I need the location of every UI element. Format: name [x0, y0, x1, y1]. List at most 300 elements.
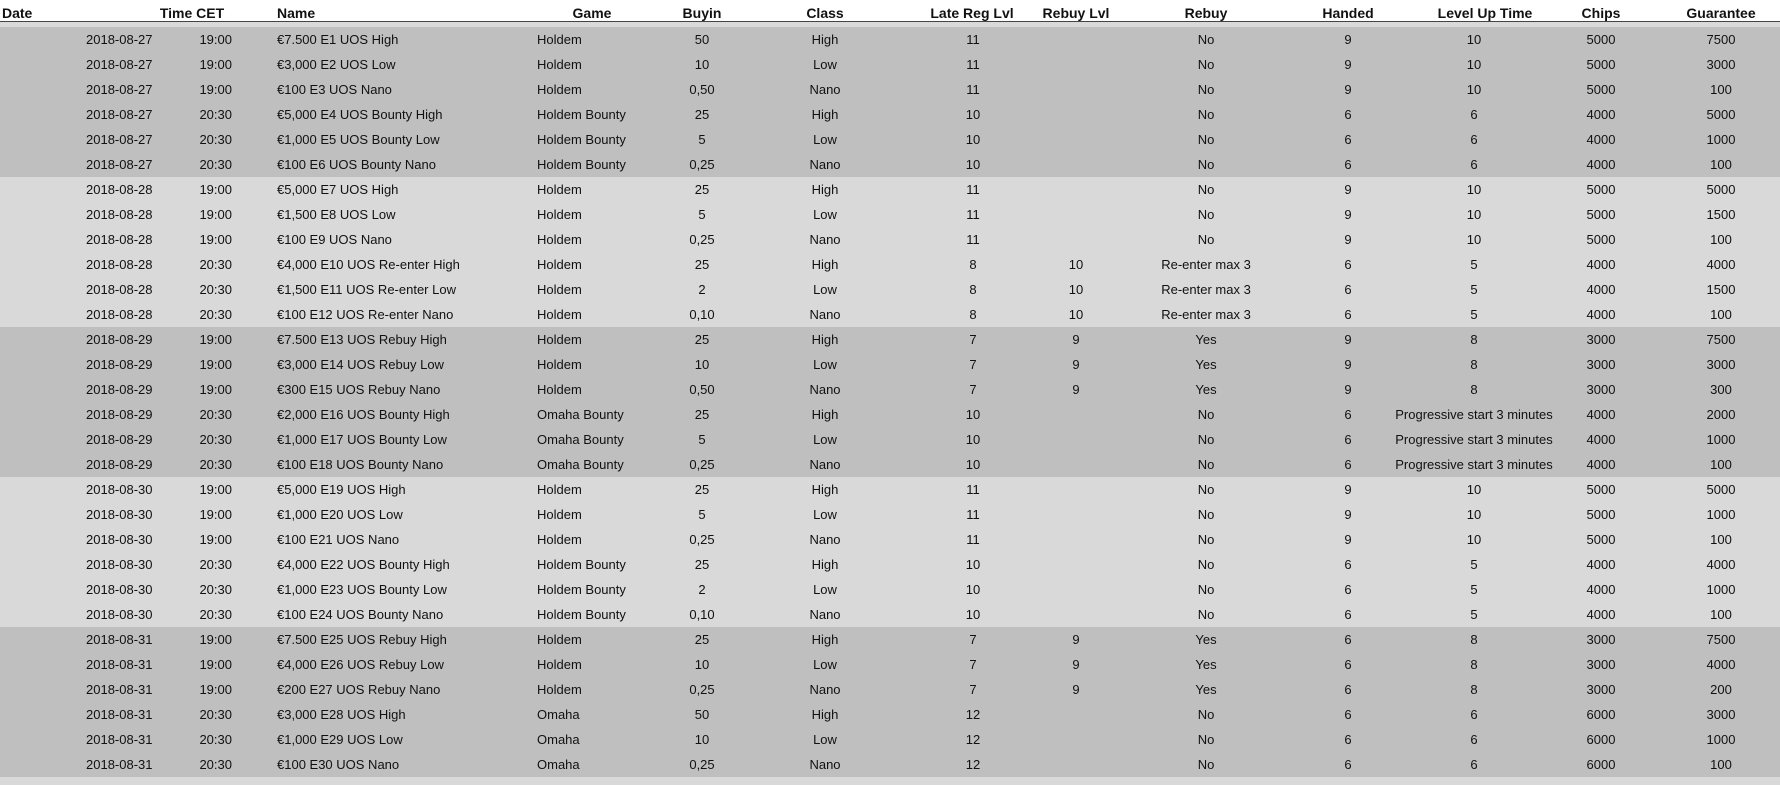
cell-late-reg[interactable]: 8 [969, 282, 977, 297]
cell-level-up-time[interactable]: 6 [1470, 157, 1478, 172]
cell-handed[interactable]: 6 [1344, 757, 1352, 772]
cell-chips[interactable]: 4000 [1586, 107, 1616, 122]
cell-name[interactable]: €4,000 E10 UOS Re-enter High [277, 257, 460, 272]
cell-date[interactable]: 2018-08-29 [86, 432, 153, 447]
cell-name[interactable]: €7.500 E1 UOS High [277, 32, 399, 47]
cell-handed[interactable]: 6 [1344, 407, 1352, 422]
cell-chips[interactable]: 4000 [1586, 157, 1616, 172]
cell-chips[interactable]: 4000 [1586, 582, 1616, 597]
cell-late-reg[interactable]: 11 [966, 232, 980, 247]
cell-name[interactable]: €100 E6 UOS Bounty Nano [277, 157, 436, 172]
cell-rebuy[interactable]: No [1197, 707, 1215, 722]
cell-buyin[interactable]: 5 [698, 432, 706, 447]
cell-chips[interactable]: 5000 [1586, 182, 1616, 197]
cell-buyin[interactable]: 25 [694, 632, 710, 647]
cell-name[interactable]: €3,000 E2 UOS Low [277, 57, 396, 72]
cell-class[interactable]: High [811, 707, 839, 722]
cell-guarantee[interactable]: 3000 [1706, 57, 1736, 72]
cell-guarantee[interactable]: 100 [1710, 457, 1732, 472]
cell-chips[interactable]: 3000 [1586, 682, 1616, 697]
cell-rebuy[interactable]: Re-enter max 3 [1161, 282, 1251, 297]
cell-time[interactable]: 19:00 [199, 482, 232, 497]
cell-level-up-time[interactable]: 5 [1470, 282, 1478, 297]
cell-level-up-time[interactable]: 10 [1466, 57, 1482, 72]
cell-game[interactable]: Holdem [537, 632, 582, 647]
cell-level-up-time[interactable]: 5 [1470, 557, 1478, 572]
cell-late-reg[interactable]: 11 [966, 507, 980, 522]
cell-rebuy[interactable]: No [1197, 532, 1215, 547]
cell-guarantee[interactable]: 100 [1710, 532, 1732, 547]
cell-name[interactable]: €200 E27 UOS Rebuy Nano [277, 682, 441, 697]
cell-date[interactable]: 2018-08-27 [86, 32, 153, 47]
cell-date[interactable]: 2018-08-30 [86, 482, 153, 497]
cell-guarantee[interactable]: 100 [1710, 157, 1732, 172]
cell-time[interactable]: 20:30 [199, 157, 232, 172]
cell-buyin[interactable]: 2 [698, 582, 706, 597]
cell-rebuy-lvl[interactable]: 9 [1072, 357, 1080, 372]
cell-handed[interactable]: 6 [1344, 282, 1352, 297]
cell-late-reg[interactable]: 11 [966, 207, 980, 222]
cell-late-reg[interactable]: 7 [969, 357, 977, 372]
cell-game[interactable]: Holdem [537, 657, 582, 672]
cell-handed[interactable]: 9 [1344, 207, 1352, 222]
cell-handed[interactable]: 9 [1344, 332, 1352, 347]
cell-class[interactable]: High [811, 32, 839, 47]
cell-name[interactable]: €1,000 E20 UOS Low [277, 507, 403, 522]
cell-time[interactable]: 20:30 [199, 557, 232, 572]
cell-guarantee[interactable]: 4000 [1706, 557, 1736, 572]
cell-class[interactable]: High [811, 107, 839, 122]
cell-time[interactable]: 20:30 [199, 757, 232, 772]
cell-handed[interactable]: 9 [1344, 532, 1352, 547]
cell-game[interactable]: Holdem [537, 207, 582, 222]
cell-class[interactable]: Nano [809, 457, 841, 472]
cell-buyin[interactable]: 0,25 [689, 682, 715, 697]
cell-handed[interactable]: 6 [1344, 132, 1352, 147]
cell-late-reg[interactable]: 11 [966, 57, 980, 72]
cell-chips[interactable]: 5000 [1586, 482, 1616, 497]
cell-rebuy[interactable]: Re-enter max 3 [1161, 257, 1251, 272]
cell-time[interactable]: 20:30 [199, 282, 232, 297]
cell-time[interactable]: 20:30 [199, 107, 232, 122]
cell-late-reg[interactable]: 10 [965, 107, 981, 122]
cell-buyin[interactable]: 50 [694, 32, 710, 47]
cell-level-up-time[interactable]: Progressive start 3 minutes [1395, 432, 1553, 447]
cell-date[interactable]: 2018-08-31 [86, 707, 153, 722]
cell-guarantee[interactable]: 3000 [1706, 357, 1736, 372]
cell-handed[interactable]: 9 [1344, 82, 1352, 97]
cell-name[interactable]: €100 E30 UOS Nano [277, 757, 400, 772]
cell-time[interactable]: 20:30 [199, 257, 232, 272]
cell-class[interactable]: High [811, 407, 839, 422]
cell-game[interactable]: Omaha Bounty [537, 457, 624, 472]
cell-late-reg[interactable]: 10 [965, 432, 981, 447]
cell-guarantee[interactable]: 100 [1710, 757, 1732, 772]
cell-guarantee[interactable]: 4000 [1706, 657, 1736, 672]
cell-time[interactable]: 20:30 [199, 732, 232, 747]
cell-game[interactable]: Omaha [537, 707, 580, 722]
cell-handed[interactable]: 6 [1344, 607, 1352, 622]
cell-level-up-time[interactable]: 10 [1466, 232, 1482, 247]
cell-late-reg[interactable]: 12 [965, 732, 981, 747]
cell-buyin[interactable]: 2 [698, 282, 706, 297]
cell-class[interactable]: Nano [809, 757, 841, 772]
cell-time[interactable]: 20:30 [199, 707, 232, 722]
cell-rebuy[interactable]: No [1197, 57, 1215, 72]
cell-name[interactable]: €7.500 E25 UOS Rebuy High [277, 632, 447, 647]
cell-date[interactable]: 2018-08-28 [86, 282, 153, 297]
cell-rebuy-lvl[interactable]: 9 [1072, 682, 1080, 697]
cell-buyin[interactable]: 25 [694, 182, 710, 197]
cell-level-up-time[interactable]: 10 [1466, 482, 1482, 497]
cell-game[interactable]: Holdem [537, 257, 582, 272]
cell-chips[interactable]: 3000 [1586, 332, 1616, 347]
cell-buyin[interactable]: 5 [698, 207, 706, 222]
cell-rebuy[interactable]: Re-enter max 3 [1161, 307, 1251, 322]
cell-game[interactable]: Holdem [537, 282, 582, 297]
cell-guarantee[interactable]: 5000 [1706, 182, 1736, 197]
cell-chips[interactable]: 6000 [1586, 732, 1616, 747]
cell-chips[interactable]: 6000 [1586, 757, 1616, 772]
cell-name[interactable]: €7.500 E13 UOS Rebuy High [277, 332, 447, 347]
cell-level-up-time[interactable]: 8 [1470, 332, 1478, 347]
cell-time[interactable]: 20:30 [199, 582, 232, 597]
cell-rebuy-lvl[interactable]: 9 [1072, 657, 1080, 672]
cell-class[interactable]: Low [813, 657, 837, 672]
cell-buyin[interactable]: 0,10 [689, 307, 715, 322]
cell-time[interactable]: 20:30 [199, 607, 232, 622]
cell-chips[interactable]: 4000 [1586, 457, 1616, 472]
cell-handed[interactable]: 6 [1344, 107, 1352, 122]
cell-handed[interactable]: 6 [1344, 732, 1352, 747]
cell-level-up-time[interactable]: 8 [1470, 382, 1478, 397]
cell-class[interactable]: Low [813, 207, 837, 222]
cell-date[interactable]: 2018-08-31 [86, 732, 153, 747]
header-buyin[interactable]: Buyin [682, 5, 722, 21]
cell-late-reg[interactable]: 10 [965, 407, 981, 422]
cell-handed[interactable]: 6 [1344, 557, 1352, 572]
cell-name[interactable]: €5,000 E7 UOS High [277, 182, 399, 197]
cell-game[interactable]: Holdem [537, 332, 582, 347]
cell-name[interactable]: €300 E15 UOS Rebuy Nano [277, 382, 441, 397]
cell-game[interactable]: Holdem Bounty [537, 607, 626, 622]
cell-game[interactable]: Holdem [537, 532, 582, 547]
cell-class[interactable]: High [811, 182, 839, 197]
cell-name[interactable]: €3,000 E28 UOS High [277, 707, 406, 722]
cell-chips[interactable]: 5000 [1586, 532, 1616, 547]
cell-late-reg[interactable]: 11 [966, 182, 980, 197]
header-late-reg[interactable]: Late Reg Lvl [930, 5, 1014, 21]
cell-date[interactable]: 2018-08-31 [86, 682, 153, 697]
cell-time[interactable]: 20:30 [199, 307, 232, 322]
cell-date[interactable]: 2018-08-30 [86, 507, 153, 522]
header-level-up-time[interactable]: Level Up Time [1437, 5, 1533, 21]
cell-rebuy-lvl[interactable]: 10 [1068, 282, 1084, 297]
cell-game[interactable]: Holdem [537, 232, 582, 247]
cell-level-up-time[interactable]: 5 [1470, 257, 1478, 272]
header-handed[interactable]: Handed [1322, 5, 1374, 21]
cell-class[interactable]: Nano [809, 157, 841, 172]
cell-handed[interactable]: 6 [1344, 682, 1352, 697]
cell-date[interactable]: 2018-08-28 [86, 257, 153, 272]
cell-guarantee[interactable]: 1000 [1706, 132, 1736, 147]
cell-handed[interactable]: 6 [1344, 582, 1352, 597]
cell-game[interactable]: Holdem [537, 32, 582, 47]
cell-buyin[interactable]: 0,25 [689, 457, 715, 472]
cell-name[interactable]: €4,000 E26 UOS Rebuy Low [277, 657, 444, 672]
cell-class[interactable]: Nano [809, 307, 841, 322]
cell-name[interactable]: €1,000 E29 UOS Low [277, 732, 403, 747]
cell-buyin[interactable]: 0,10 [689, 607, 715, 622]
cell-level-up-time[interactable]: 6 [1470, 732, 1478, 747]
cell-guarantee[interactable]: 300 [1710, 382, 1732, 397]
cell-buyin[interactable]: 10 [694, 732, 710, 747]
cell-chips[interactable]: 5000 [1586, 57, 1616, 72]
cell-date[interactable]: 2018-08-30 [86, 532, 153, 547]
cell-game[interactable]: Holdem [537, 482, 582, 497]
cell-chips[interactable]: 4000 [1586, 282, 1616, 297]
cell-guarantee[interactable]: 2000 [1706, 407, 1736, 422]
cell-time[interactable]: 19:00 [199, 682, 232, 697]
cell-level-up-time[interactable]: Progressive start 3 minutes [1395, 457, 1553, 472]
cell-class[interactable]: Low [813, 132, 837, 147]
cell-late-reg[interactable]: 10 [965, 557, 981, 572]
cell-buyin[interactable]: 25 [694, 107, 710, 122]
cell-game[interactable]: Holdem Bounty [537, 557, 626, 572]
cell-guarantee[interactable]: 7500 [1706, 32, 1736, 47]
cell-rebuy[interactable]: No [1197, 82, 1215, 97]
cell-chips[interactable]: 5000 [1586, 507, 1616, 522]
cell-time[interactable]: 20:30 [199, 132, 232, 147]
cell-name[interactable]: €1,500 E8 UOS Low [277, 207, 396, 222]
cell-late-reg[interactable]: 11 [966, 532, 980, 547]
cell-class[interactable]: High [811, 482, 839, 497]
cell-name[interactable]: €5,000 E19 UOS High [277, 482, 406, 497]
cell-chips[interactable]: 5000 [1586, 232, 1616, 247]
cell-guarantee[interactable]: 3000 [1706, 707, 1736, 722]
cell-level-up-time[interactable]: 10 [1466, 32, 1482, 47]
cell-guarantee[interactable]: 1000 [1706, 582, 1736, 597]
cell-date[interactable]: 2018-08-31 [86, 657, 153, 672]
cell-guarantee[interactable]: 5000 [1706, 107, 1736, 122]
cell-game[interactable]: Holdem Bounty [537, 157, 626, 172]
cell-game[interactable]: Holdem [537, 182, 582, 197]
cell-class[interactable]: Nano [809, 607, 841, 622]
cell-rebuy[interactable]: No [1197, 732, 1215, 747]
cell-date[interactable]: 2018-08-29 [86, 357, 153, 372]
cell-buyin[interactable]: 0,25 [689, 757, 715, 772]
cell-buyin[interactable]: 50 [694, 707, 710, 722]
cell-class[interactable]: Nano [809, 232, 841, 247]
cell-time[interactable]: 20:30 [199, 457, 232, 472]
cell-level-up-time[interactable]: 8 [1470, 657, 1478, 672]
cell-name[interactable]: €1,000 E23 UOS Bounty Low [277, 582, 447, 597]
cell-rebuy[interactable]: Yes [1195, 332, 1217, 347]
cell-late-reg[interactable]: 11 [966, 482, 980, 497]
cell-buyin[interactable]: 10 [694, 357, 710, 372]
cell-handed[interactable]: 9 [1344, 507, 1352, 522]
cell-time[interactable]: 19:00 [199, 332, 232, 347]
cell-handed[interactable]: 6 [1344, 457, 1352, 472]
cell-late-reg[interactable]: 10 [965, 132, 981, 147]
cell-handed[interactable]: 6 [1344, 657, 1352, 672]
cell-level-up-time[interactable]: 6 [1470, 757, 1478, 772]
cell-time[interactable]: 19:00 [199, 182, 232, 197]
cell-guarantee[interactable]: 4000 [1706, 257, 1736, 272]
cell-time[interactable]: 19:00 [199, 532, 232, 547]
cell-late-reg[interactable]: 7 [969, 657, 977, 672]
cell-rebuy[interactable]: No [1197, 607, 1215, 622]
cell-name[interactable]: €1,000 E5 UOS Bounty Low [277, 132, 440, 147]
cell-guarantee[interactable]: 1000 [1706, 732, 1736, 747]
cell-buyin[interactable]: 0,25 [689, 157, 715, 172]
cell-chips[interactable]: 4000 [1586, 257, 1616, 272]
cell-name[interactable]: €100 E12 UOS Re-enter Nano [277, 307, 454, 322]
cell-rebuy[interactable]: Yes [1195, 682, 1217, 697]
cell-class[interactable]: Low [813, 732, 837, 747]
cell-rebuy[interactable]: Yes [1195, 632, 1217, 647]
cell-buyin[interactable]: 25 [694, 257, 710, 272]
cell-game[interactable]: Holdem [537, 382, 582, 397]
cell-handed[interactable]: 9 [1344, 357, 1352, 372]
cell-buyin[interactable]: 0,25 [689, 232, 715, 247]
cell-handed[interactable]: 9 [1344, 382, 1352, 397]
cell-date[interactable]: 2018-08-28 [86, 307, 153, 322]
cell-time[interactable]: 19:00 [199, 657, 232, 672]
cell-late-reg[interactable]: 7 [969, 632, 977, 647]
cell-late-reg[interactable]: 7 [969, 682, 977, 697]
cell-buyin[interactable]: 25 [694, 482, 710, 497]
cell-handed[interactable]: 6 [1344, 257, 1352, 272]
cell-late-reg[interactable]: 7 [969, 382, 977, 397]
cell-date[interactable]: 2018-08-30 [86, 582, 153, 597]
cell-guarantee[interactable]: 200 [1710, 682, 1732, 697]
cell-time[interactable]: 19:00 [199, 632, 232, 647]
cell-buyin[interactable]: 5 [698, 507, 706, 522]
cell-date[interactable]: 2018-08-29 [86, 332, 153, 347]
cell-buyin[interactable]: 10 [694, 657, 710, 672]
cell-name[interactable]: €100 E9 UOS Nano [277, 232, 392, 247]
cell-guarantee[interactable]: 100 [1710, 232, 1732, 247]
cell-buyin[interactable]: 5 [698, 132, 706, 147]
cell-rebuy[interactable]: No [1197, 32, 1215, 47]
cell-time[interactable]: 20:30 [199, 432, 232, 447]
cell-late-reg[interactable]: 11 [966, 32, 980, 47]
cell-guarantee[interactable]: 1000 [1706, 432, 1736, 447]
cell-level-up-time[interactable]: 8 [1470, 682, 1478, 697]
cell-level-up-time[interactable]: 6 [1470, 107, 1478, 122]
cell-rebuy[interactable]: Yes [1195, 382, 1217, 397]
cell-rebuy-lvl[interactable]: 10 [1068, 307, 1084, 322]
cell-guarantee[interactable]: 5000 [1706, 482, 1736, 497]
cell-rebuy[interactable]: No [1197, 182, 1215, 197]
cell-handed[interactable]: 9 [1344, 232, 1352, 247]
cell-late-reg[interactable]: 7 [969, 332, 977, 347]
cell-rebuy[interactable]: No [1197, 157, 1215, 172]
cell-name[interactable]: €5,000 E4 UOS Bounty High [277, 107, 443, 122]
header-date[interactable]: Date [2, 5, 33, 21]
cell-chips[interactable]: 4000 [1586, 607, 1616, 622]
cell-buyin[interactable]: 0,50 [689, 382, 715, 397]
cell-handed[interactable]: 6 [1344, 307, 1352, 322]
cell-level-up-time[interactable]: 8 [1470, 632, 1478, 647]
cell-chips[interactable]: 3000 [1586, 632, 1616, 647]
cell-date[interactable]: 2018-08-30 [86, 607, 153, 622]
header-guarantee[interactable]: Guarantee [1686, 5, 1756, 21]
cell-time[interactable]: 19:00 [199, 382, 232, 397]
cell-late-reg[interactable]: 11 [966, 82, 980, 97]
cell-game[interactable]: Holdem [537, 682, 582, 697]
cell-name[interactable]: €4,000 E22 UOS Bounty High [277, 557, 450, 572]
cell-late-reg[interactable]: 10 [965, 457, 981, 472]
cell-rebuy[interactable]: No [1197, 507, 1215, 522]
cell-handed[interactable]: 9 [1344, 57, 1352, 72]
cell-class[interactable]: Nano [809, 682, 841, 697]
cell-late-reg[interactable]: 10 [965, 607, 981, 622]
cell-name[interactable]: €100 E21 UOS Nano [277, 532, 400, 547]
cell-class[interactable]: Low [813, 57, 837, 72]
cell-rebuy[interactable]: No [1197, 107, 1215, 122]
cell-game[interactable]: Omaha [537, 757, 580, 772]
cell-class[interactable]: High [811, 632, 839, 647]
cell-guarantee[interactable]: 7500 [1706, 332, 1736, 347]
cell-date[interactable]: 2018-08-28 [86, 182, 153, 197]
cell-name[interactable]: €3,000 E14 UOS Rebuy Low [277, 357, 444, 372]
cell-rebuy-lvl[interactable]: 10 [1068, 257, 1084, 272]
header-name[interactable]: Name [277, 5, 316, 21]
cell-buyin[interactable]: 25 [694, 407, 710, 422]
cell-buyin[interactable]: 0,50 [689, 82, 715, 97]
cell-handed[interactable]: 9 [1344, 32, 1352, 47]
cell-level-up-time[interactable]: 10 [1466, 532, 1482, 547]
cell-rebuy-lvl[interactable]: 9 [1072, 632, 1080, 647]
cell-chips[interactable]: 4000 [1586, 557, 1616, 572]
cell-chips[interactable]: 6000 [1586, 707, 1616, 722]
cell-buyin[interactable]: 25 [694, 557, 710, 572]
cell-name[interactable]: €1,000 E17 UOS Bounty Low [277, 432, 447, 447]
cell-time[interactable]: 19:00 [199, 82, 232, 97]
header-rebuy[interactable]: Rebuy [1184, 5, 1228, 21]
cell-game[interactable]: Holdem [537, 82, 582, 97]
cell-time[interactable]: 19:00 [199, 32, 232, 47]
cell-rebuy[interactable]: Yes [1195, 657, 1217, 672]
cell-chips[interactable]: 4000 [1586, 432, 1616, 447]
cell-buyin[interactable]: 0,25 [689, 532, 715, 547]
cell-chips[interactable]: 3000 [1586, 657, 1616, 672]
cell-rebuy[interactable]: No [1197, 557, 1215, 572]
cell-level-up-time[interactable]: 10 [1466, 182, 1482, 197]
cell-chips[interactable]: 5000 [1586, 207, 1616, 222]
cell-date[interactable]: 2018-08-27 [86, 157, 153, 172]
header-class[interactable]: Class [806, 5, 844, 21]
cell-time[interactable]: 19:00 [199, 357, 232, 372]
cell-name[interactable]: €2,000 E16 UOS Bounty High [277, 407, 450, 422]
cell-date[interactable]: 2018-08-29 [86, 382, 153, 397]
cell-game[interactable]: Holdem Bounty [537, 582, 626, 597]
cell-rebuy[interactable]: Yes [1195, 357, 1217, 372]
cell-guarantee[interactable]: 100 [1710, 307, 1732, 322]
cell-rebuy-lvl[interactable]: 9 [1072, 382, 1080, 397]
cell-chips[interactable]: 4000 [1586, 132, 1616, 147]
cell-date[interactable]: 2018-08-27 [86, 107, 153, 122]
cell-time[interactable]: 19:00 [199, 57, 232, 72]
cell-handed[interactable]: 6 [1344, 432, 1352, 447]
cell-game[interactable]: Omaha [537, 732, 580, 747]
cell-chips[interactable]: 4000 [1586, 307, 1616, 322]
cell-time[interactable]: 19:00 [199, 207, 232, 222]
cell-level-up-time[interactable]: 6 [1470, 707, 1478, 722]
cell-class[interactable]: Nano [809, 82, 841, 97]
